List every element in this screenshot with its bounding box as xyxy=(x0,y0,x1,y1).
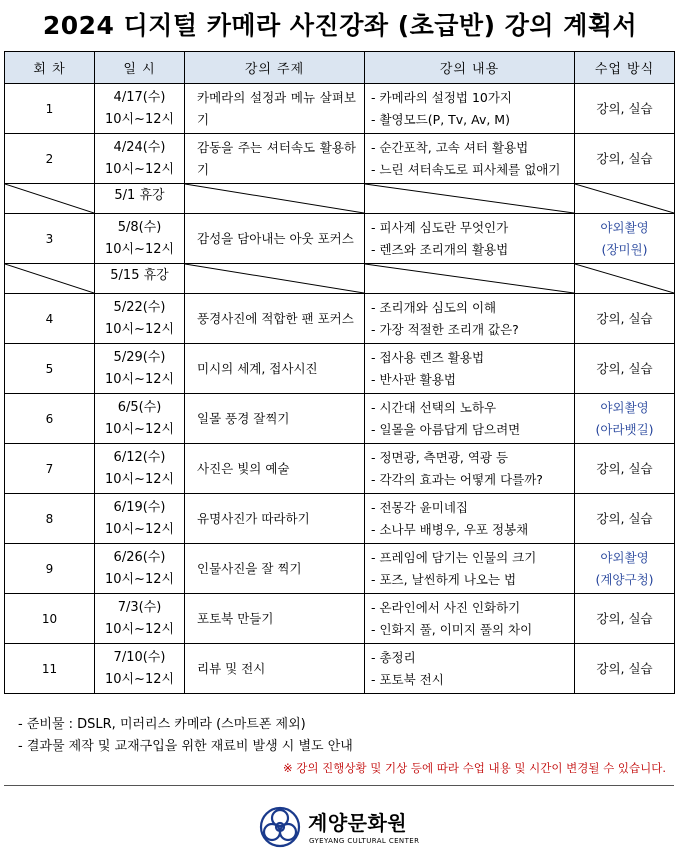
date-cell xyxy=(95,134,185,184)
method-cell xyxy=(575,594,675,644)
content-line: - 정면광, 측면광, 역광 등 xyxy=(371,449,509,465)
content-line: - 포즈, 날씬하게 나오는 법 xyxy=(371,571,517,587)
content-cell xyxy=(365,644,575,694)
caution-note: ※ 강의 진행상황 및 기상 등에 따라 수업 내용 및 시간이 변경될 수 있습니다. xyxy=(283,761,666,775)
content-line: - 각각의 효과는 어떻게 다를까? xyxy=(371,471,543,487)
method-cell xyxy=(575,494,675,544)
table-row xyxy=(5,394,675,444)
lecture-date: 6/19(수) xyxy=(113,499,166,515)
note-fees: - 결과물 제작 및 교재구입을 위한 재료비 발생 시 별도 안내 xyxy=(18,739,353,754)
method-line: 강의, 실습 xyxy=(596,610,653,626)
logo-subtitle: GYEYANG CULTURAL CENTER xyxy=(309,837,420,845)
content-line: - 일몰을 아름답게 담으려면 xyxy=(371,421,521,437)
content-line: - 가장 적절한 조리개 값은? xyxy=(371,321,519,337)
holiday-label: 5/15 휴강 xyxy=(95,264,185,294)
lecture-time: 10시~12시 xyxy=(104,471,175,487)
content-cell xyxy=(365,84,575,134)
method-line: 강의, 실습 xyxy=(596,150,653,166)
content-cell xyxy=(365,394,575,444)
lecture-time: 10시~12시 xyxy=(104,621,175,637)
note-materials: - 준비물 : DSLR, 미러리스 카메라 (스마트폰 제외) xyxy=(18,717,306,732)
round-number: 4 xyxy=(5,294,95,344)
content-cell xyxy=(365,444,575,494)
lecture-time: 10시~12시 xyxy=(104,421,175,437)
table-row xyxy=(5,84,675,134)
content-line: - 포토북 전시 xyxy=(371,671,444,687)
content-cell xyxy=(365,344,575,394)
method-line: 야외촬영 xyxy=(600,219,649,235)
round-number: 6 xyxy=(5,394,95,444)
method-line: 강의, 실습 xyxy=(596,360,653,376)
date-cell xyxy=(95,344,185,394)
blank-cell xyxy=(575,184,675,214)
lecture-time: 10시~12시 xyxy=(104,111,175,127)
lecture-time: 10시~12시 xyxy=(104,321,175,337)
date-cell xyxy=(95,544,185,594)
holiday-row xyxy=(5,264,675,294)
method-cell xyxy=(575,394,675,444)
schedule-body xyxy=(5,84,675,694)
blank-cell xyxy=(365,264,575,294)
holiday-row xyxy=(5,184,675,214)
content-line: - 조리개와 심도의 이해 xyxy=(371,299,497,315)
blank-cell xyxy=(185,184,365,214)
date-cell xyxy=(95,394,185,444)
topic-cell: 감성을 담아내는 아웃 포커스 xyxy=(185,214,365,264)
method-line: 야외촬영 xyxy=(600,549,649,565)
lecture-time: 10시~12시 xyxy=(104,671,175,687)
notes xyxy=(18,714,353,758)
blank-cell xyxy=(185,264,365,294)
method-line: 강의, 실습 xyxy=(596,460,653,476)
date-cell xyxy=(95,494,185,544)
method-line: 강의, 실습 xyxy=(596,660,653,676)
round-number: 5 xyxy=(5,344,95,394)
lecture-date: 6/26(수) xyxy=(113,549,166,565)
lecture-date: 4/17(수) xyxy=(113,89,166,105)
method-line: (장미원) xyxy=(601,241,648,257)
table-row xyxy=(5,214,675,264)
method-cell xyxy=(575,644,675,694)
table-row xyxy=(5,134,675,184)
method-line: 강의, 실습 xyxy=(596,510,653,526)
lecture-date: 6/12(수) xyxy=(113,449,166,465)
date-cell xyxy=(95,444,185,494)
content-line: - 전몽각 윤미네집 xyxy=(371,499,468,515)
content-line: - 카메라의 설정법 10가지 xyxy=(371,89,513,105)
schedule-table xyxy=(4,51,675,694)
topic-cell: 인물사진을 잘 찍기 xyxy=(185,544,365,594)
topic-cell: 사진은 빛의 예술 xyxy=(185,444,365,494)
topic-cell: 미시의 세계, 접사시진 xyxy=(185,344,365,394)
table-header-row xyxy=(5,52,675,84)
round-number: 9 xyxy=(5,544,95,594)
header-topic: 강의 주제 xyxy=(185,52,365,84)
content-line: - 렌즈와 조리개의 활용법 xyxy=(371,241,509,257)
header-content: 강의 내용 xyxy=(365,52,575,84)
blank-cell xyxy=(5,184,95,214)
method-line: 강의, 실습 xyxy=(596,100,653,116)
table-row xyxy=(5,444,675,494)
header-round: 회 차 xyxy=(5,52,95,84)
date-cell xyxy=(95,644,185,694)
method-line: (계양구청) xyxy=(595,571,654,587)
topic-cell: 풍경사진에 적합한 팬 포커스 xyxy=(185,294,365,344)
content-line: - 반사판 활용법 xyxy=(371,371,456,387)
lecture-time: 10시~12시 xyxy=(104,241,175,257)
header-date: 일 시 xyxy=(95,52,185,84)
content-line: - 인화지 풀, 이미지 풀의 차이 xyxy=(371,621,533,637)
date-cell xyxy=(95,214,185,264)
round-number: 10 xyxy=(5,594,95,644)
lecture-date: 5/22(수) xyxy=(113,299,166,315)
content-cell xyxy=(365,594,575,644)
table-row xyxy=(5,644,675,694)
table-row xyxy=(5,544,675,594)
content-cell xyxy=(365,544,575,594)
date-cell xyxy=(95,294,185,344)
blank-cell xyxy=(365,184,575,214)
header-method: 수업 방식 xyxy=(575,52,675,84)
method-line: (아라뱃길) xyxy=(595,421,654,437)
content-line: - 소나무 배병우, 우포 정봉채 xyxy=(371,521,529,537)
content-cell xyxy=(365,214,575,264)
lecture-date: 4/24(수) xyxy=(113,139,166,155)
table-row xyxy=(5,344,675,394)
topic-cell: 유명사진가 따라하기 xyxy=(185,494,365,544)
table-row xyxy=(5,294,675,344)
round-number: 7 xyxy=(5,444,95,494)
method-cell xyxy=(575,294,675,344)
content-line: - 총정리 xyxy=(371,649,416,665)
lecture-date: 5/8(수) xyxy=(117,219,162,235)
topic-cell: 감동을 주는 셔터속도 활용하기 xyxy=(185,134,365,184)
method-cell xyxy=(575,344,675,394)
round-number: 11 xyxy=(5,644,95,694)
topic-cell: 일몰 풍경 잘찍기 xyxy=(185,394,365,444)
topic-cell: 리뷰 및 전시 xyxy=(185,644,365,694)
knot-emblem-icon xyxy=(258,805,302,849)
round-number: 2 xyxy=(5,134,95,184)
topic-cell: 카메라의 설정과 메뉴 살펴보기 xyxy=(185,84,365,134)
divider xyxy=(4,785,674,786)
date-cell xyxy=(95,594,185,644)
lecture-time: 10시~12시 xyxy=(104,571,175,587)
topic-cell: 포토북 만들기 xyxy=(185,594,365,644)
content-cell xyxy=(365,494,575,544)
method-cell xyxy=(575,214,675,264)
lecture-time: 10시~12시 xyxy=(104,161,175,177)
blank-cell xyxy=(575,264,675,294)
page-title: 2024 디지털 카메라 사진강좌 (초급반) 강의 계획서 xyxy=(42,11,638,40)
content-line: - 느린 셔터속도로 피사체를 없애기 xyxy=(371,161,561,177)
table-row xyxy=(5,594,675,644)
method-cell xyxy=(575,134,675,184)
round-number: 8 xyxy=(5,494,95,544)
content-line: - 피사계 심도란 무엇인가 xyxy=(371,219,509,235)
content-cell xyxy=(365,134,575,184)
method-cell xyxy=(575,544,675,594)
method-line: 강의, 실습 xyxy=(596,310,653,326)
method-cell xyxy=(575,84,675,134)
lecture-time: 10시~12시 xyxy=(104,371,175,387)
method-cell xyxy=(575,444,675,494)
lecture-date: 7/10(수) xyxy=(113,649,166,665)
content-line: - 프레임에 담기는 인물의 크기 xyxy=(371,549,537,565)
content-line: - 접사용 렌즈 활용법 xyxy=(371,349,485,365)
content-line: - 온라인에서 사진 인화하기 xyxy=(371,599,521,615)
content-line: - 순간포착, 고속 셔터 활용법 xyxy=(371,139,529,155)
content-cell xyxy=(365,294,575,344)
method-line: 야외촬영 xyxy=(600,399,649,415)
lecture-date: 7/3(수) xyxy=(117,599,162,615)
content-line: - 촬영모드(P, Tv, Av, M) xyxy=(371,111,510,127)
blank-cell xyxy=(5,264,95,294)
lecture-date: 6/5(수) xyxy=(117,399,162,415)
holiday-label: 5/1 휴강 xyxy=(95,184,185,214)
logo xyxy=(258,805,428,851)
logo-name: 계양문화원 xyxy=(308,811,408,835)
table-row xyxy=(5,494,675,544)
lecture-date: 5/29(수) xyxy=(113,349,166,365)
round-number: 1 xyxy=(5,84,95,134)
round-number: 3 xyxy=(5,214,95,264)
content-line: - 시간대 선택의 노하우 xyxy=(371,399,497,415)
lecture-time: 10시~12시 xyxy=(104,521,175,537)
date-cell xyxy=(95,84,185,134)
